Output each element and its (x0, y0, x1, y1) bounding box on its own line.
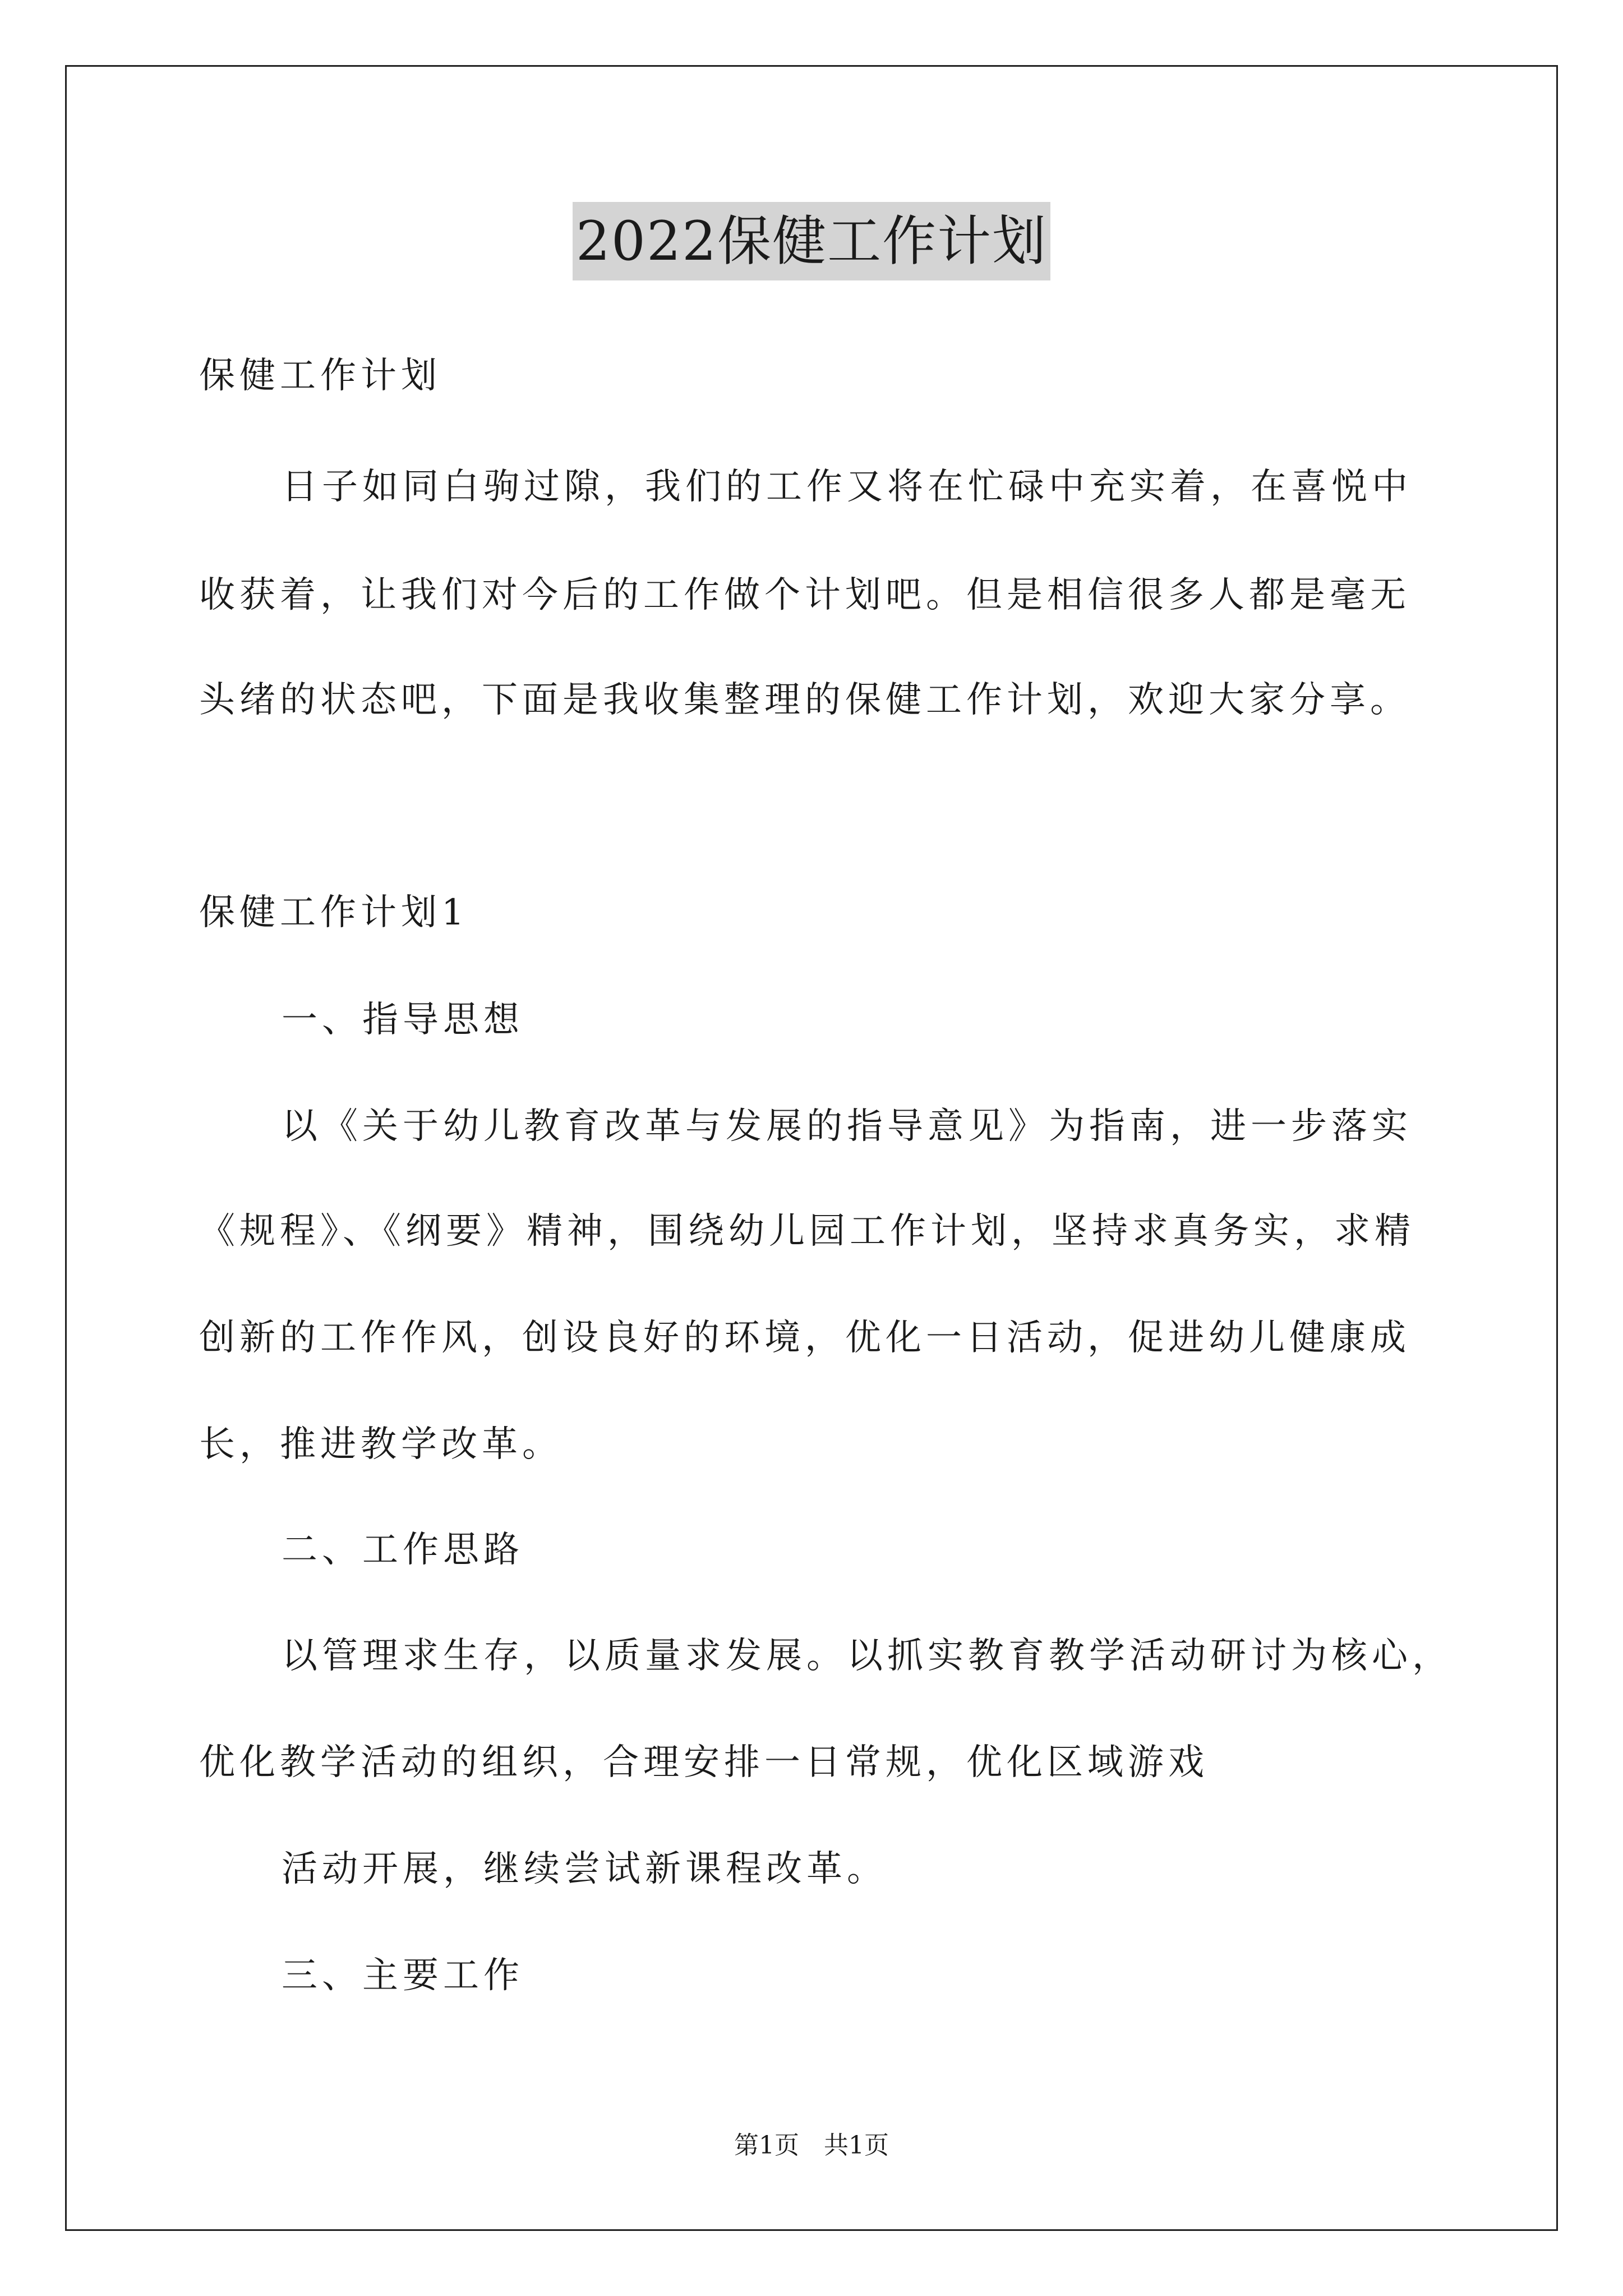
paragraph-line: 日子如同白驹过隙，我们的工作又将在忙碌中充实着，在喜悦中 (282, 466, 1412, 508)
paragraph-line: 《规程》、《纲要》精神，围绕幼儿园工作计划，坚持求真务实，求精 (199, 1211, 1415, 1252)
paragraph-line: 以《关于幼儿教育改革与发展的指导意见》为指南，进一步落实 (282, 1106, 1412, 1147)
paragraph-line: 头绪的状态吧，下面是我收集整理的保健工作计划，欢迎大家分享。 (199, 679, 1410, 721)
page-footer: 第1页 共1页 (734, 2131, 889, 2160)
paragraph-line: 长，推进教学改革。 (199, 1424, 562, 1465)
paragraph-line: 活动开展，继续尝试新课程改革。 (282, 1848, 887, 1890)
paragraph-line: 创新的工作作风，创设良好的环境，优化一日活动，促进幼儿健康成 (199, 1317, 1410, 1359)
section-heading: 保健工作计划1 (199, 892, 469, 933)
subsection-heading: 二、工作思路 (282, 1529, 524, 1571)
paragraph-line: 保健工作计划 (199, 355, 441, 397)
title-container (0, 202, 1623, 280)
document-title: 2022保健工作计划 (573, 202, 1050, 280)
paragraph-line: 以管理求生存，以质量求发展。以抓实教育教学活动研讨为核心， (282, 1635, 1453, 1677)
paragraph-line: 收获着，让我们对今后的工作做个计划吧。但是相信很多人都是毫无 (199, 574, 1410, 616)
paragraph-line: 优化教学活动的组织，合理安排一日常规，优化区域游戏 (199, 1742, 1209, 1783)
subsection-heading: 一、指导思想 (282, 999, 524, 1041)
subsection-heading: 三、主要工作 (282, 1955, 524, 1996)
